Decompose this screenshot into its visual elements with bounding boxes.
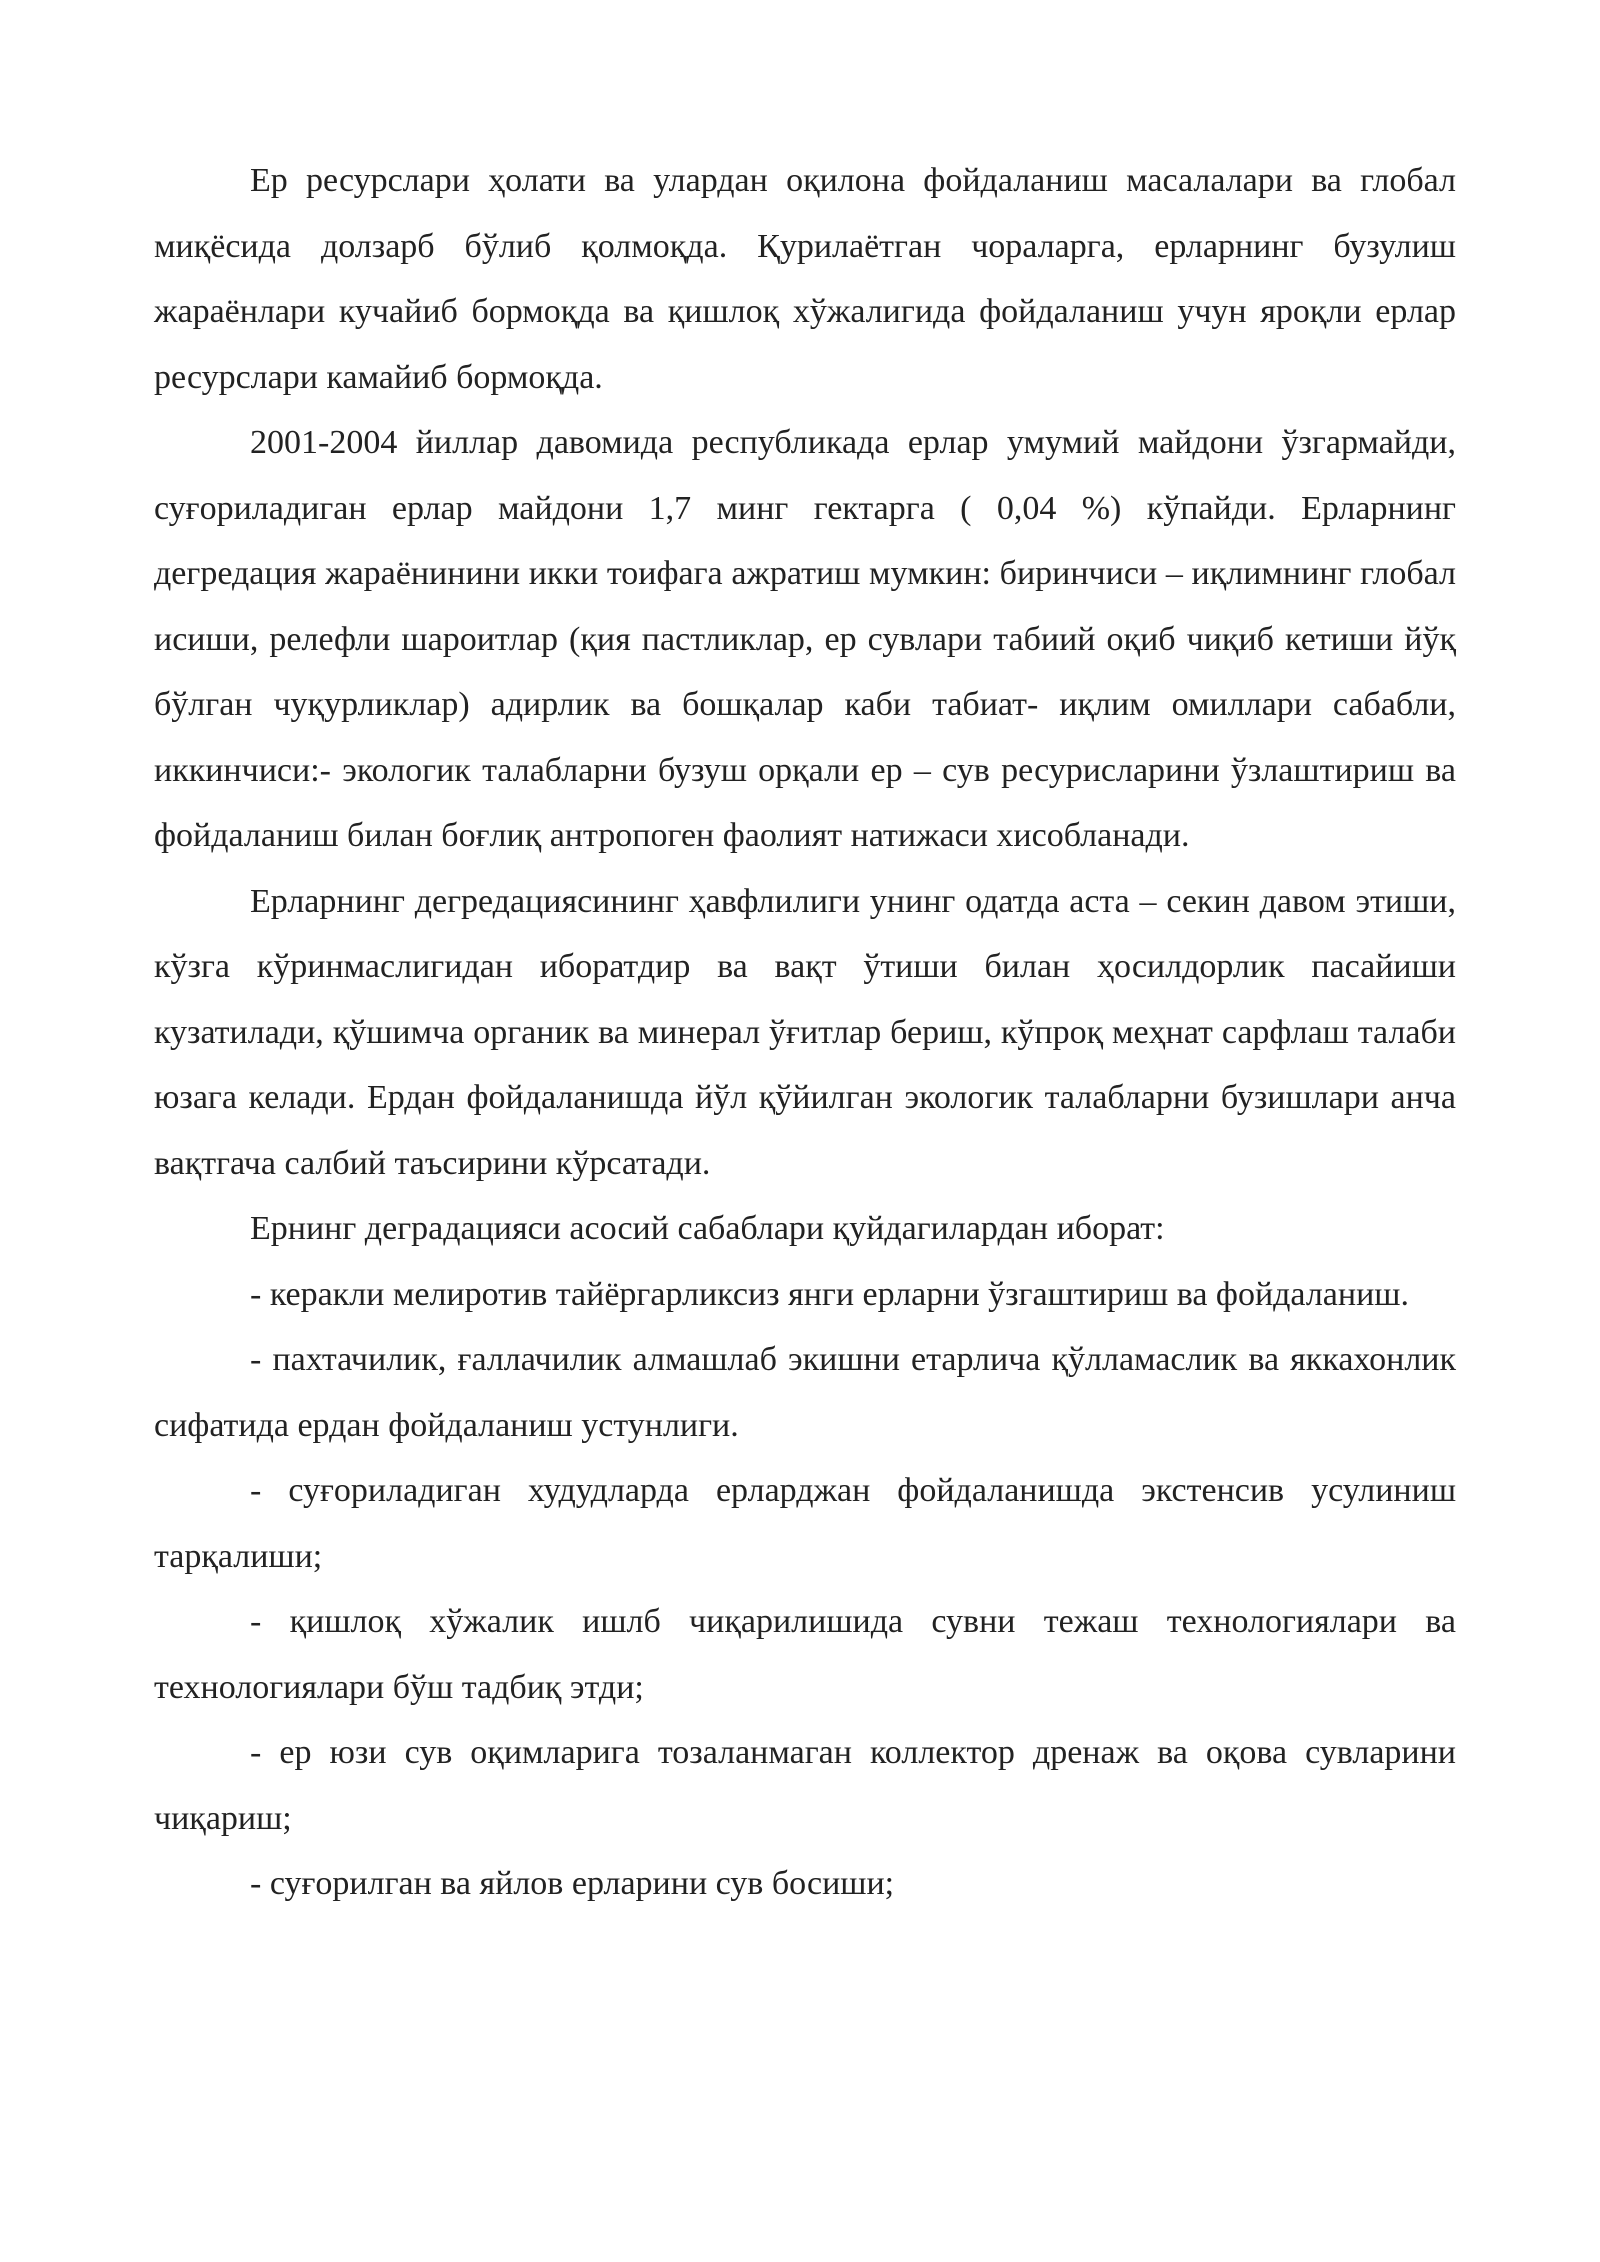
paragraph-2001-2004-statistics: 2001-2004 йиллар давомида республикада ерлар умумий майдони ўзгармайди, суғориладиган ерлар майдони 1,7 минг гектарга ( 0,04 %) кўпайди. Ерларнинг дегредация жараёнинини икки тоифага ажратиш мумкин: биринчиси – иқлимнинг глобал исиши, релефли шароитлар (қия пастликлар, ер сувлари табиий оқиб чиқиб кетиши йўқ бўлган чуқурликлар) адирлик ва бошқалар каби табиат- иқлим омиллари сабабли, иккинчиси:- экологик талабларни бузуш орқали ер – сув ресурисларини ўзлаштириш ва фойдаланиш билан боғлиқ антропоген фаолият натижаси хисобланади. <box>154 424 1456 854</box>
paragraph-land-resources-intro: Ер ресурслари ҳолати ва улардан оқилона фойдаланиш масалалари ва глобал миқёсида долзарб бўлиб қолмоқда. Қурилаётган чораларга, ерларнинг бузулиш жараёнлари кучайиб бормоқда ва қишлоқ хўжалигида фойдаланиш учун яроқли ерлар ресурслари камайиб бормоқда. <box>154 162 1456 396</box>
paragraph-causes-heading: Ернинг деградацияси асосий сабаблари қуйдагилардан иборат: <box>250 1210 1165 1247</box>
list-item-cause-4: - қишлоқ хўжалик ишлб чиқарилишида сувни тежаш технологиялари ва технологиялари бўш тадбиқ этди; <box>154 1603 1456 1706</box>
document-page <box>154 148 1456 1917</box>
list-item-cause-6: - суғорилган ва яйлов ерларини сув босиши; <box>250 1865 895 1902</box>
list-item-cause-2: - пахтачилик, ғаллачилик алмашлаб экишни етарлича қўлламаслик ва яккахонлик сифатида ердан фойдаланиш устунлиги. <box>154 1341 1456 1444</box>
paragraph-degradation-danger: Ерларнинг дегредациясининг ҳавфлилиги унинг одатда аста – секин давом этиши, кўзга кўринмаслигидан иборатдир ва вақт ўтиши билан ҳосилдорлик пасайиши кузатилади, қўшимча органик ва минерал ўғитлар бериш, кўпроқ меҳнат сарфлаш талаби юзага келади. Ердан фойдаланишда йўл қўйилган экологик талабларни бузишлари анча вақтгача салбий таъсирини кўрсатади. <box>154 882 1456 1182</box>
list-item-cause-3: - суғориладиган худудларда ерларджан фойдаланишда экстенсив усулиниш тарқалиши; <box>154 1472 1456 1575</box>
list-item-cause-1: - керакли мелиротив тайёргарликсиз янги ерларни ўзгаштириш ва фойдаланиш. <box>250 1275 1409 1313</box>
list-item-cause-5: - ер юзи сув оқимларига тозаланмаган коллектор дренаж ва оқова сувларини чиқариш; <box>154 1734 1456 1837</box>
